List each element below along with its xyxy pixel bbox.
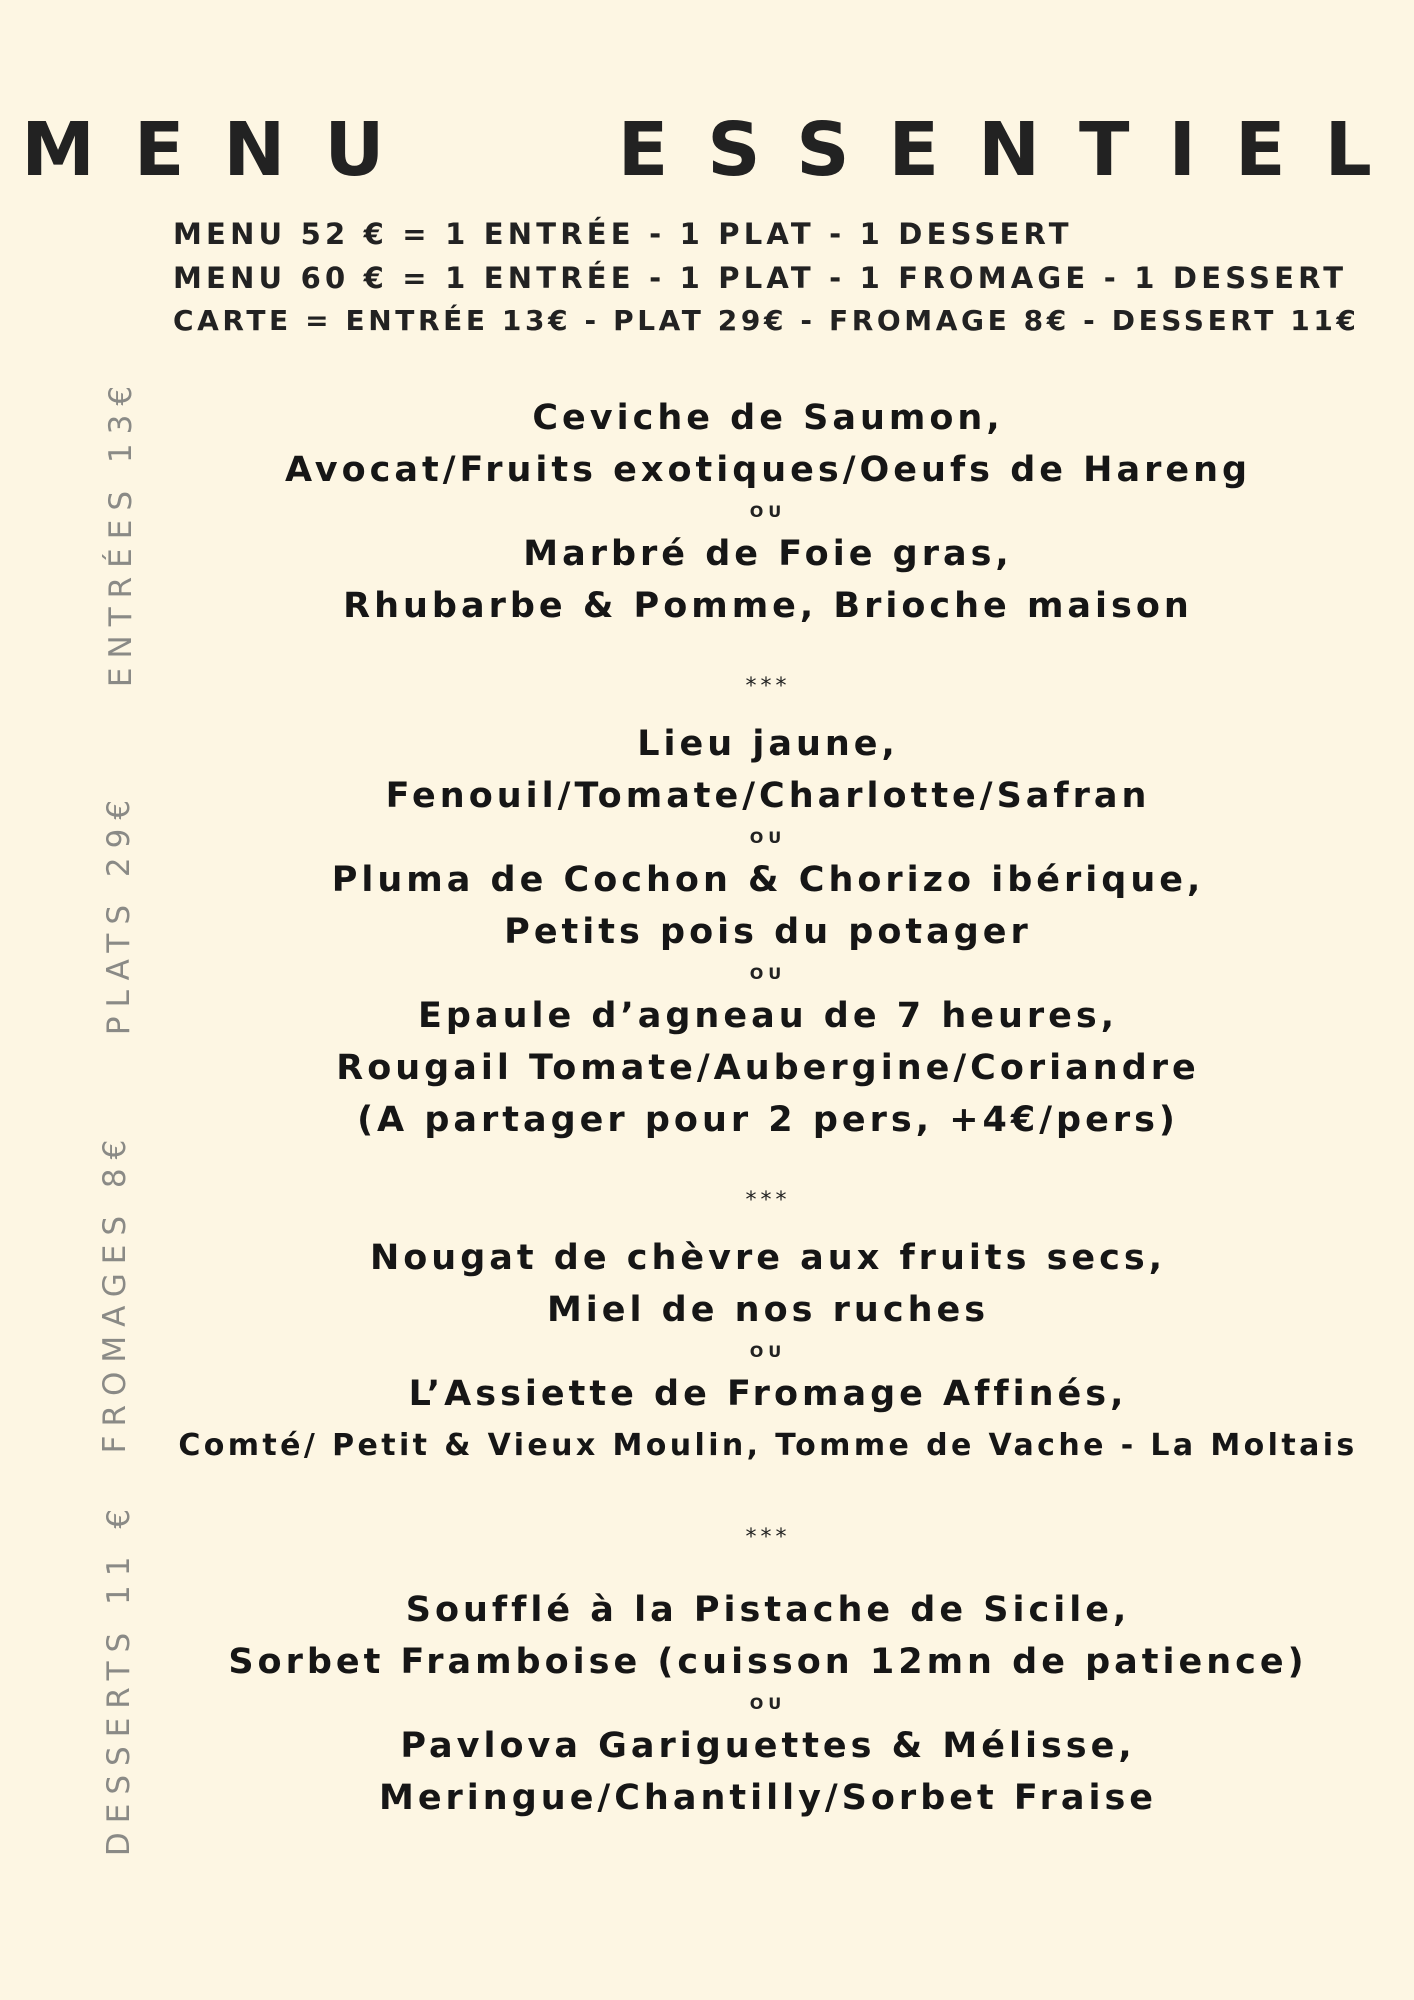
or-divider: OU [749,502,787,521]
section-separator: *** [745,1525,791,1550]
dish-detail: Comté/ Petit & Vieux Moulin, Tomme de Vache - La Moltais [178,1428,1358,1463]
desserts-section [168,1584,1368,1824]
or-divider: OU [749,1342,787,1361]
side-label-desserts: DESSERTS 11 € [101,1499,137,1857]
section-separator: *** [745,1188,791,1213]
dish-note: (A partager pour 2 pers, +4€/pers) [357,1100,1179,1140]
dish-name: Soufflé à la Pistache de Sicile, [405,1590,1131,1630]
or-divider: OU [749,1694,787,1713]
formula-list [173,212,1373,342]
dish-detail: Rougail Tomate/Aubergine/Coriandre [336,1048,1200,1088]
side-label-entrees: ENTRÉES 13€ [103,376,139,688]
dish-detail: Avocat/Fruits exotiques/Oeufs de Hareng [284,450,1252,490]
dish-name: Marbré de Foie gras, [523,534,1013,574]
menu-content [168,392,1368,1824]
dish-name: Nougat de chèvre aux fruits secs, [369,1238,1167,1278]
side-label-plats: PLATS 29€ [101,790,137,1036]
dish-name: Pavlova Gariguettes & Mélisse, [400,1726,1136,1766]
entrees-section [168,392,1368,632]
dish-detail: Rhubarbe & Pomme, Brioche maison [343,586,1193,626]
dish-detail: Miel de nos ruches [546,1290,990,1330]
formula-carte: CARTE = ENTRÉE 13€ - PLAT 29€ - FROMAGE 8€ - DESSERT 11€ [173,304,1360,337]
dish-detail: Petits pois du potager [504,912,1032,952]
dish-name: Ceviche de Saumon, [532,398,1004,438]
section-separator: *** [745,674,791,699]
or-divider: OU [749,828,787,847]
formula-menu-52: MENU 52 € = 1 ENTRÉE - 1 PLAT - 1 DESSERT [173,217,1073,251]
dish-name: L’Assiette de Fromage Affinés, [408,1374,1128,1414]
dish-detail: Fenouil/Tomate/Charlotte/Safran [385,776,1151,816]
dish-detail: Sorbet Framboise (cuisson 12mn de patience) [228,1642,1308,1682]
menu-title: MENU ESSENTIEL [21,107,1411,193]
dish-name: Pluma de Cochon & Chorizo ibérique, [331,860,1205,900]
dish-name: Lieu jaune, [637,724,899,764]
or-divider: OU [749,964,787,983]
fromages-section [168,1232,1368,1472]
formula-menu-60: MENU 60 € = 1 ENTRÉE - 1 PLAT - 1 FROMAGE - 1 DESSERT [173,261,1348,295]
side-label-fromages: FROMAGES 8€ [97,1130,133,1454]
dish-detail: Meringue/Chantilly/Sorbet Fraise [378,1778,1158,1818]
plats-section [168,718,1368,1146]
dish-name: Epaule d’agneau de 7 heures, [417,996,1119,1036]
